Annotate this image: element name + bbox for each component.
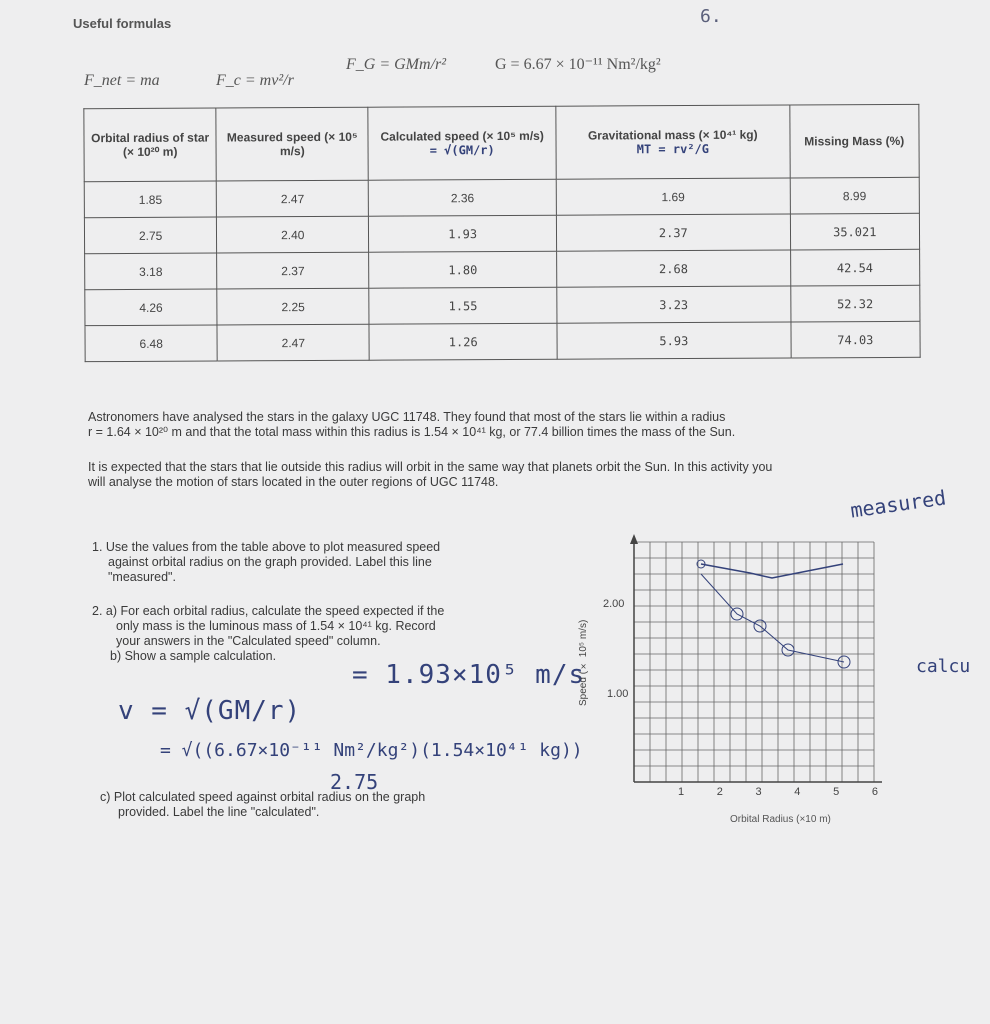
cell-calculated: 1.55 (369, 287, 557, 324)
graph-x-tick: 3 (755, 786, 762, 798)
formula-centripetal: F_c = mv²/r (216, 72, 294, 89)
question-line: 1. Use the values from the table above to plot measured speed (92, 540, 441, 554)
handwritten-denominator: 2.75 (330, 770, 379, 794)
graph-y-axis-label: Speed (× 10⁵ m/s) (578, 619, 589, 706)
header-measured-speed: Measured speed (× 10⁵ m/s) (216, 107, 368, 181)
cell-missing: 52.32 (790, 285, 920, 322)
cell-grav-mass: 1.69 (556, 178, 790, 215)
question-2a (92, 604, 512, 664)
question-line: provided. Label the line "calculated". (118, 805, 320, 819)
header-missing-mass: Missing Mass (%) (789, 104, 919, 178)
page-number-mark: 6. (700, 6, 722, 27)
data-table (83, 104, 920, 362)
table-row (84, 177, 919, 217)
cell-calculated: 1.93 (369, 215, 557, 252)
cell-calculated: 1.80 (369, 251, 557, 288)
header-calculated-speed (368, 106, 556, 180)
intro-line: Astronomers have analysed the stars in the galaxy UGC 11748. They found that most of the stars lie within a radius (88, 410, 726, 424)
graph-x-axis-label: Orbital Radius (×10 m) (730, 814, 831, 825)
question-line: "measured". (108, 570, 176, 584)
question-line: c) Plot calculated speed against orbital radius on the graph (100, 790, 426, 804)
label-calculated: calcu (916, 656, 971, 677)
question-line: b) Show a sample calculation. (110, 649, 277, 663)
graph-x-tick: 4 (794, 786, 801, 798)
formula-g-constant: G = 6.67 × 10⁻¹¹ Nm²/kg² (495, 56, 661, 73)
cell-measured: 2.47 (217, 324, 369, 361)
table-row (85, 321, 920, 361)
question-2c (100, 790, 520, 820)
formula-gravitation: F_G = GMm/r² (346, 56, 447, 73)
header-calculated-note: = √(GM/r) (429, 143, 495, 158)
page-title: Useful formulas (73, 16, 172, 31)
graph-x-ticks (678, 786, 878, 798)
question-1 (92, 540, 512, 585)
question-line: only mass is the luminous mass of 1.54 × 10⁴¹ kg. Record (116, 619, 436, 633)
cell-missing: 74.03 (790, 321, 920, 358)
handwritten-equation-1: v = √(GM/r) (118, 696, 302, 726)
header-calculated-label: Calculated speed (× 10⁵ m/s) (380, 128, 544, 144)
question-line: your answers in the "Calculated speed" column. (116, 634, 381, 648)
cell-grav-mass: 3.23 (557, 286, 791, 323)
cell-calculated: 1.26 (369, 323, 557, 360)
calculated-line (701, 574, 844, 662)
speed-radius-graph (600, 530, 890, 790)
cell-calculated: 2.36 (368, 179, 556, 216)
table-row (85, 285, 920, 325)
question-line: against orbital radius on the graph provided. Label this line (108, 555, 432, 569)
intro-line: It is expected that the stars that lie outside this radius will orbit in the same way that planets orbit the Sun. In this activity you (88, 460, 773, 474)
formula-net-force: F_net = ma (84, 72, 160, 89)
cell-radius: 1.85 (84, 181, 216, 218)
cell-measured: 2.37 (217, 252, 369, 289)
intro-paragraph-1 (88, 410, 888, 440)
y-axis-arrow-icon (630, 534, 638, 544)
cell-missing: 42.54 (790, 249, 920, 286)
graph-x-tick: 6 (871, 786, 878, 798)
cell-measured: 2.40 (217, 216, 369, 253)
cell-missing: 8.99 (790, 177, 920, 214)
intro-paragraph-2 (88, 460, 888, 490)
measured-line (701, 564, 843, 578)
cell-missing: 35.021 (790, 213, 920, 250)
label-measured: measured (848, 485, 948, 523)
graph-y-tick: 2.00 (603, 598, 625, 610)
cell-grav-mass: 2.68 (557, 250, 791, 287)
cell-radius: 6.48 (85, 325, 217, 362)
cell-measured: 2.25 (217, 288, 369, 325)
cell-grav-mass: 5.93 (557, 322, 791, 359)
intro-line: r = 1.64 × 10²⁰ m and that the total mass within this radius is 1.54 × 10⁴¹ kg, or 77.4 billion times the mass of the Sun. (88, 425, 736, 439)
cell-measured: 2.47 (217, 180, 369, 217)
handwritten-answer: = 1.93×10⁵ m/s (352, 660, 586, 690)
header-grav-note: MT = rv²/G (636, 141, 710, 157)
graph-y-tick: 1.00 (607, 688, 629, 700)
header-orbital-radius: Orbital radius of star (× 10²⁰ m) (84, 108, 217, 182)
cell-radius: 2.75 (84, 217, 216, 254)
graph-x-tick: 5 (833, 786, 840, 798)
header-grav-label: Gravitational mass (× 10⁴¹ kg) (587, 127, 758, 143)
graph-x-tick: 1 (678, 786, 685, 798)
cell-grav-mass: 2.37 (556, 214, 790, 251)
graph-x-tick: 2 (716, 786, 723, 798)
handwritten-equation-2: = √((6.67×10⁻¹¹ Nm²/kg²)(1.54×10⁴¹ kg)) (160, 740, 583, 761)
table-row (85, 249, 920, 289)
cell-radius: 4.26 (85, 289, 217, 326)
question-line: 2. a) For each orbital radius, calculate the speed expected if the (92, 604, 445, 618)
header-gravitational-mass (556, 105, 790, 179)
intro-line: will analyse the motion of stars located in the outer regions of UGC 11748. (88, 475, 499, 489)
table-row (84, 213, 919, 253)
cell-radius: 3.18 (85, 253, 217, 290)
table-header-row (84, 104, 919, 181)
